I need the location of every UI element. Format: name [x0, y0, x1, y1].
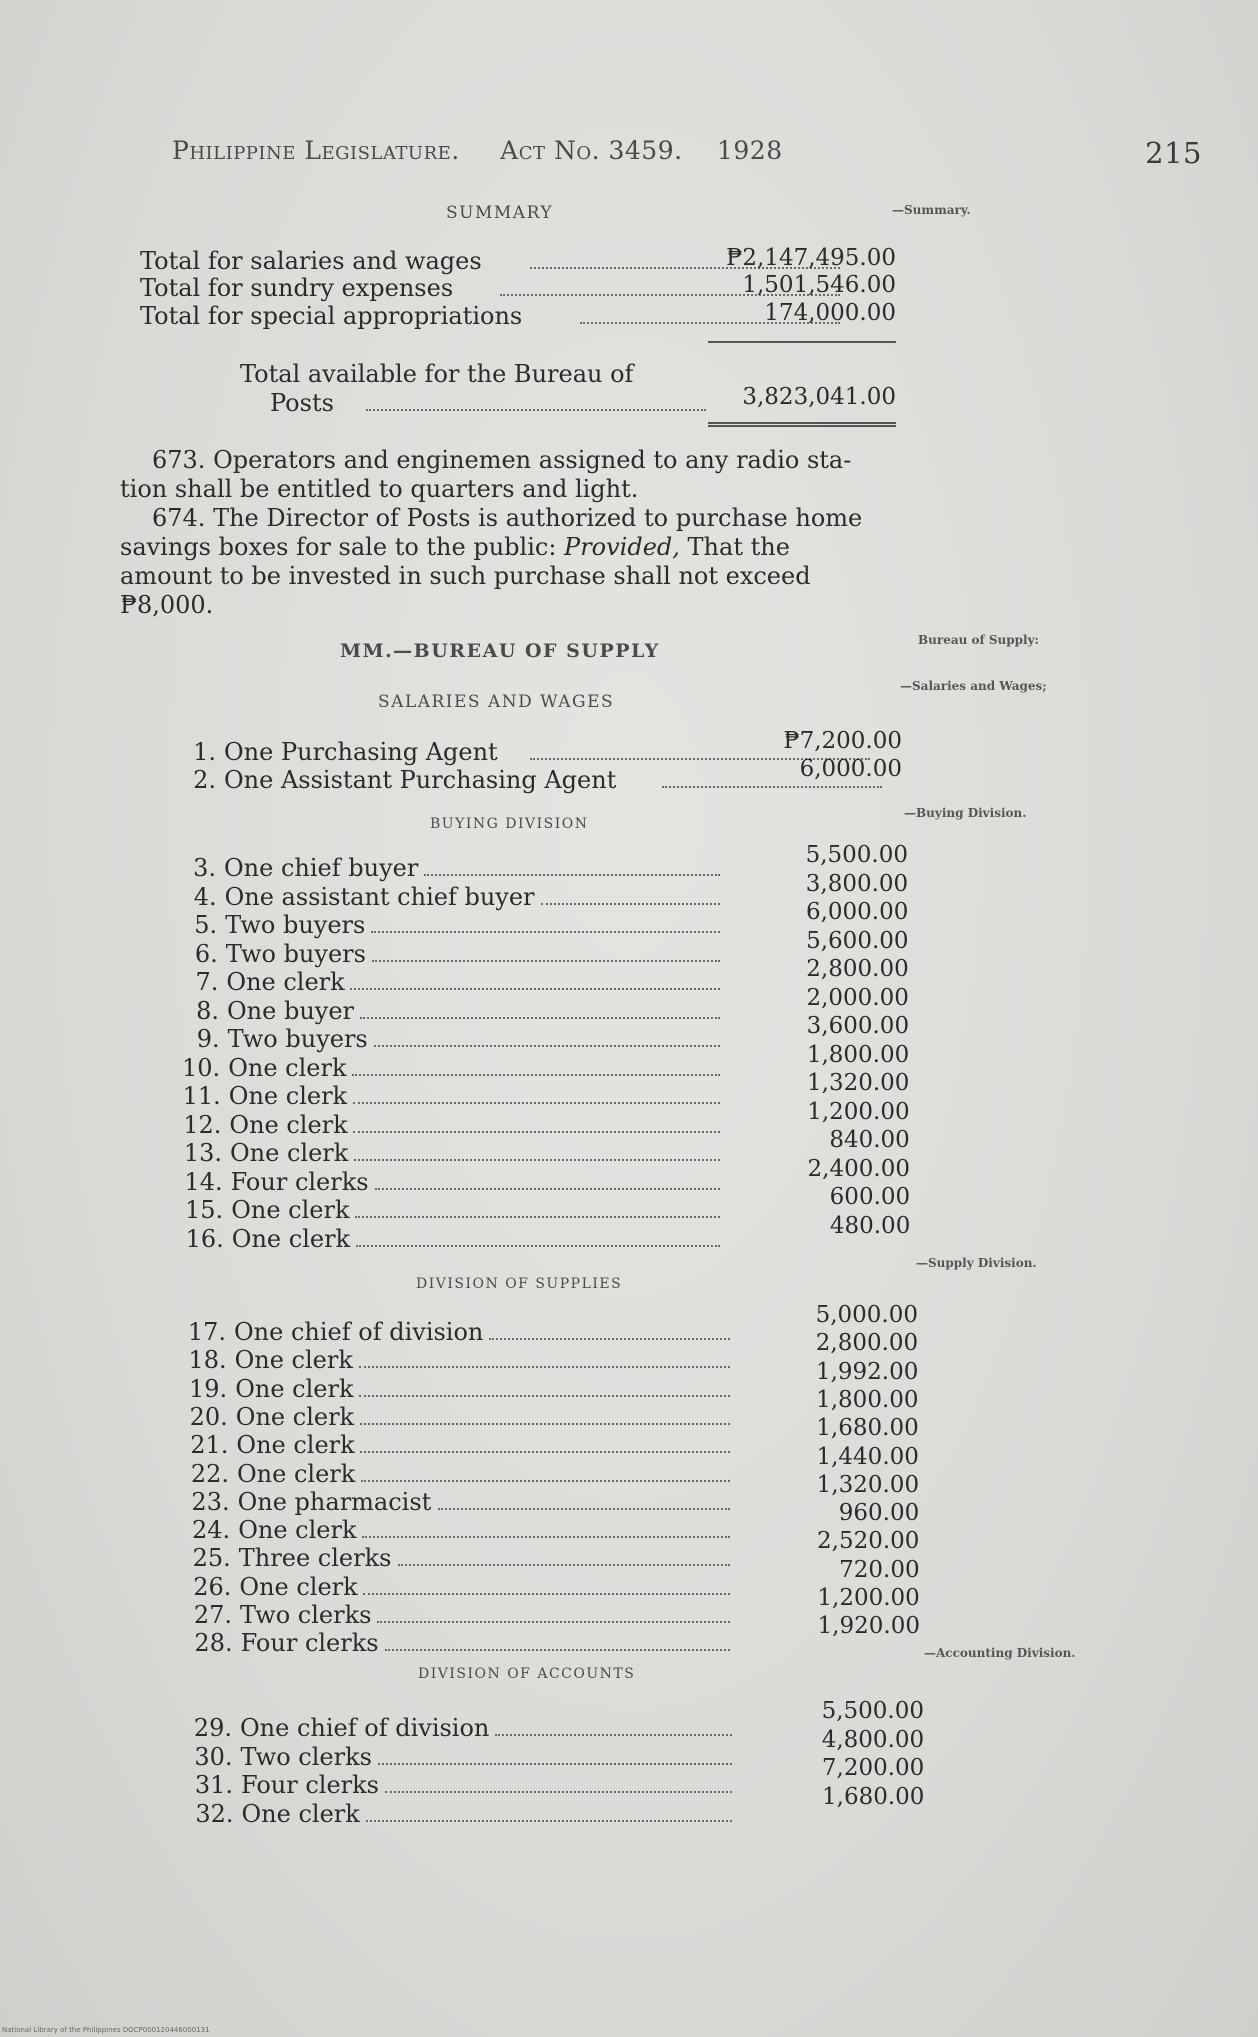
line-item-amount: 960.00: [838, 1500, 920, 1527]
line-item-label: One clerk: [229, 1110, 348, 1139]
line-item: [171, 883, 535, 911]
line-item-number: 28.: [194, 1629, 233, 1658]
leader-dots: [366, 1820, 733, 1822]
line-item-label: One chief buyer: [224, 854, 419, 882]
p673-line1: 673. Operators and enginemen assigned to any radio sta-: [152, 446, 852, 474]
line-item-number: 25.: [192, 1544, 231, 1573]
leader-dots: [350, 988, 720, 990]
supplies-division-margin-note: —Supply Division.: [916, 1256, 1037, 1270]
line-item: [175, 1111, 347, 1139]
line-item-number: 10.: [182, 1053, 221, 1082]
line-item-amount: ₱7,200.00: [783, 728, 902, 754]
leader-dots: [438, 1508, 730, 1510]
summary-total-line2: Posts: [270, 389, 334, 417]
salaries-margin-note: —Salaries and Wages;: [900, 679, 1047, 693]
line-item-amount: 2,520.00: [817, 1528, 920, 1555]
line-item-number: 17.: [187, 1318, 226, 1346]
line-item: [186, 1601, 371, 1629]
line-item-amount: 720.00: [839, 1556, 920, 1583]
line-item: [187, 1771, 379, 1799]
accounts-division-heading: DIVISION OF ACCOUNTS: [418, 1666, 636, 1682]
line-item-amount: 6,000.00: [805, 899, 909, 925]
line-item-number: 14.: [184, 1167, 223, 1196]
line-item: [181, 1375, 353, 1403]
line-item-amount: 600.00: [829, 1184, 911, 1210]
page-number: 215: [1145, 136, 1202, 170]
line-item-number: 32.: [195, 1799, 234, 1828]
line-item-label: One clerk: [239, 1572, 358, 1601]
p674-line3: amount to be invested in such purchase shall not exceed: [120, 562, 811, 590]
line-item: [184, 1516, 356, 1544]
summary-heading: SUMMARY: [446, 203, 554, 223]
leader-dots: [385, 1649, 730, 1651]
line-item-amount: 6,000.00: [799, 756, 902, 782]
line-item-amount: 2,800.00: [806, 956, 909, 982]
summary-row-amount: 174,000.00: [764, 300, 896, 326]
line-item-label: One clerk: [231, 1196, 350, 1224]
line-item: [185, 1573, 357, 1601]
line-item-label: One clerk: [235, 1374, 354, 1403]
total-double-rule: [708, 422, 896, 427]
scan-footer: National Library of the Philippines DOCP000120446000131: [2, 2026, 210, 2034]
line-item-label: Four clerks: [240, 1629, 379, 1658]
leader-dots: [366, 409, 706, 411]
leader-dots: [360, 1017, 720, 1019]
line-item: [173, 997, 354, 1025]
line-item-amount: 1,800.00: [816, 1386, 919, 1413]
line-item: [182, 1403, 354, 1431]
leader-dots: [353, 1131, 720, 1133]
line-item-label: One clerk: [230, 1139, 349, 1167]
leader-dots: [375, 1188, 720, 1190]
line-item: [177, 1168, 369, 1196]
line-item-amount: 5,500.00: [805, 842, 908, 868]
leader-dots: [354, 1159, 720, 1161]
line-item-label: Two clerks: [240, 1742, 372, 1771]
line-item-amount: 1,200.00: [817, 1585, 920, 1611]
leader-dots: [398, 1564, 730, 1566]
leader-dots: [372, 960, 720, 962]
line-item-label: One clerk: [228, 1053, 347, 1082]
line-item-label: Two buyers: [225, 939, 366, 968]
bureau-heading: MM.—BUREAU OF SUPPLY: [340, 640, 660, 662]
p674-line2: savings boxes for sale to the public: Provided, That the: [120, 533, 790, 561]
leader-dots: [489, 1338, 730, 1340]
line-item-number: 15.: [185, 1196, 224, 1224]
leader-dots: [356, 1245, 720, 1247]
line-item-amount: 5,500.00: [821, 1698, 924, 1724]
line-item-number: 5.: [194, 911, 218, 939]
line-item-number: 8.: [196, 996, 219, 1025]
line-item-label: Two buyers: [227, 1025, 368, 1053]
line-item-amount: 1,680.00: [816, 1415, 919, 1442]
line-item-amount: 1,320.00: [807, 1070, 910, 1096]
line-item-number: 18.: [188, 1346, 227, 1375]
line-item-amount: 2,000.00: [806, 984, 909, 1011]
line-item-label: One clerk: [234, 1346, 353, 1375]
leader-dots: [424, 874, 720, 876]
running-head-act: Act No. 3459.: [500, 136, 683, 165]
line-item-label: Two clerks: [240, 1601, 372, 1629]
leader-dots: [495, 1734, 732, 1736]
p674-line1: 674. The Director of Posts is authorized to purchase home: [152, 504, 863, 532]
line-item-number: 22.: [190, 1459, 229, 1488]
p674-line4: ₱8,000.: [120, 591, 214, 619]
line-item-amount: 4,800.00: [821, 1726, 925, 1753]
line-item-amount: 3,800.00: [805, 870, 909, 897]
leader-dots: [360, 1423, 730, 1425]
line-item-label: One assistant chief buyer: [224, 882, 535, 911]
line-item-amount: 2,400.00: [807, 1155, 910, 1182]
running-head: [172, 136, 1202, 170]
line-item-amount: 1,992.00: [815, 1358, 919, 1385]
line-item-amount: 1,680.00: [822, 1783, 925, 1810]
section-674: [120, 504, 900, 620]
line-item-label: One clerk: [237, 1459, 356, 1488]
line-item-label: One clerk: [236, 1431, 355, 1460]
leader-dots: [371, 931, 720, 933]
line-item: [172, 940, 366, 968]
line-item-number: 7.: [195, 968, 219, 996]
line-item-label: Four clerks: [230, 1167, 369, 1196]
line-item: [175, 1082, 347, 1110]
summary-row: [140, 302, 522, 330]
line-item-amount: 840.00: [829, 1127, 910, 1153]
line-item: [181, 1346, 353, 1374]
leader-dots: [363, 1593, 730, 1595]
line-item-label: One clerk: [231, 1224, 351, 1253]
summary-row-label: Total for salaries and wages: [140, 247, 482, 275]
leader-dots: [374, 1045, 720, 1047]
line-item-amount: 1,320.00: [816, 1471, 920, 1498]
line-item-number: 24.: [192, 1516, 231, 1545]
line-item-number: 3.: [193, 854, 216, 882]
line-item: [177, 1196, 349, 1224]
line-item-label: One clerk: [238, 1516, 357, 1545]
leader-dots: [359, 1395, 730, 1397]
summary-total-amount: 3,823,041.00: [742, 384, 896, 410]
line-item-number: 19.: [189, 1374, 228, 1403]
line-item: [172, 968, 344, 996]
summary-row: [140, 247, 482, 275]
bureau-margin-note: Bureau of Supply:: [918, 633, 1039, 647]
line-item: 1. One Purchasing Agent: [170, 738, 498, 766]
line-item: [186, 1714, 489, 1742]
leader-dots: [361, 1480, 730, 1482]
leader-dots: [352, 1074, 720, 1076]
summary-row-amount: ₱2,147,495.00: [726, 245, 896, 271]
leader-dots: [359, 1366, 730, 1368]
line-item: [174, 1025, 368, 1053]
summary-row: [140, 274, 453, 302]
line-item-amount: 7,200.00: [821, 1755, 925, 1781]
line-item-number: 30.: [194, 1742, 233, 1771]
line-item: [188, 1800, 360, 1828]
leader-dots: [385, 1791, 732, 1793]
salaries-heading: SALARIES AND WAGES: [378, 692, 615, 712]
line-item-amount: 480.00: [829, 1212, 911, 1239]
line-item-number: 16.: [185, 1224, 224, 1253]
line-item: [174, 1054, 346, 1082]
line-item-number: 6.: [194, 939, 218, 968]
line-item-number: 4.: [193, 882, 217, 911]
line-item-number: 21.: [190, 1431, 229, 1460]
line-item-label: One pharmacist: [237, 1487, 432, 1516]
line-item: [187, 1629, 379, 1657]
line-item-number: 20.: [189, 1402, 228, 1431]
line-item-number: 31.: [194, 1771, 233, 1799]
line-item-number: 12.: [183, 1110, 222, 1139]
line-item-label: One chief of division: [240, 1714, 490, 1742]
leader-dots: [662, 786, 882, 788]
line-item: [187, 1743, 372, 1771]
provided-italic: Provided,: [564, 533, 680, 561]
line-item-amount: 1,440.00: [816, 1443, 919, 1470]
line-item-label: One clerk: [228, 1082, 348, 1110]
summary-row-label: Total for sundry expenses: [140, 274, 454, 302]
line-item-amount: 3,600.00: [806, 1013, 910, 1039]
line-item-label: One clerk: [241, 1799, 360, 1828]
line-item-amount: 1,920.00: [817, 1613, 920, 1640]
line-item-number: 23.: [191, 1487, 230, 1516]
buying-division-margin-note: —Buying Division.: [904, 806, 1027, 820]
line-item-number: 11.: [182, 1082, 221, 1110]
leader-dots: [378, 1763, 733, 1765]
line-item: [185, 1544, 392, 1572]
line-item-number: 13.: [183, 1139, 222, 1167]
leader-dots: [353, 1102, 720, 1104]
line-item: [184, 1488, 432, 1516]
leader-dots: [355, 1216, 720, 1218]
line-item-number: 9.: [196, 1025, 220, 1053]
accounts-division-margin-note: —Accounting Division.: [924, 1646, 1076, 1660]
line-item-label: One clerk: [235, 1402, 355, 1431]
line-item-number: 29.: [193, 1714, 232, 1742]
summary-total-line1: Total available for the Bureau of: [240, 360, 634, 388]
leader-dots: [377, 1621, 730, 1623]
line-item-label: One clerk: [226, 968, 345, 996]
running-head-year: 1928: [717, 136, 783, 165]
buying-division-heading: BUYING DIVISION: [430, 816, 589, 832]
line-item-amount: 2,800.00: [815, 1330, 919, 1357]
line-item: [180, 1318, 483, 1346]
leader-dots: [541, 903, 720, 905]
line-item: 2. One Assistant Purchasing Agent: [170, 766, 616, 794]
leader-dots: [362, 1536, 730, 1538]
summary-row-amount: 1,501,546.00: [742, 272, 896, 298]
supplies-division-heading: DIVISION OF SUPPLIES: [416, 1276, 623, 1292]
sum-rule: [708, 341, 896, 343]
summary-row-label: Total for special appropriations: [140, 302, 523, 330]
line-item: [178, 1225, 350, 1253]
p673-line2: tion shall be entitled to quarters and light.: [120, 475, 639, 503]
line-item: [171, 911, 365, 939]
line-item-number: 26.: [193, 1572, 232, 1601]
line-item: [176, 1139, 348, 1167]
line-item-amount: 5,000.00: [815, 1302, 918, 1328]
line-item-amount: 1,200.00: [807, 1098, 910, 1125]
line-item-label: One buyer: [227, 996, 355, 1025]
leader-dots: [360, 1451, 730, 1453]
line-item-number: 27.: [193, 1601, 232, 1629]
summary-margin-note: —Summary.: [892, 203, 971, 217]
line-item-amount: 5,600.00: [806, 927, 909, 954]
running-head-title: Philippine Legislature.: [172, 136, 460, 165]
line-item-label: One chief of division: [234, 1318, 484, 1346]
line-item-label: Two buyers: [225, 911, 366, 939]
line-item: [182, 1431, 354, 1459]
line-item-label: Three clerks: [238, 1544, 392, 1573]
section-673: [120, 446, 900, 504]
line-item: [183, 1460, 355, 1488]
line-item: [170, 854, 418, 882]
line-item-amount: 1,800.00: [806, 1041, 910, 1068]
line-item-label: Four clerks: [241, 1771, 379, 1799]
